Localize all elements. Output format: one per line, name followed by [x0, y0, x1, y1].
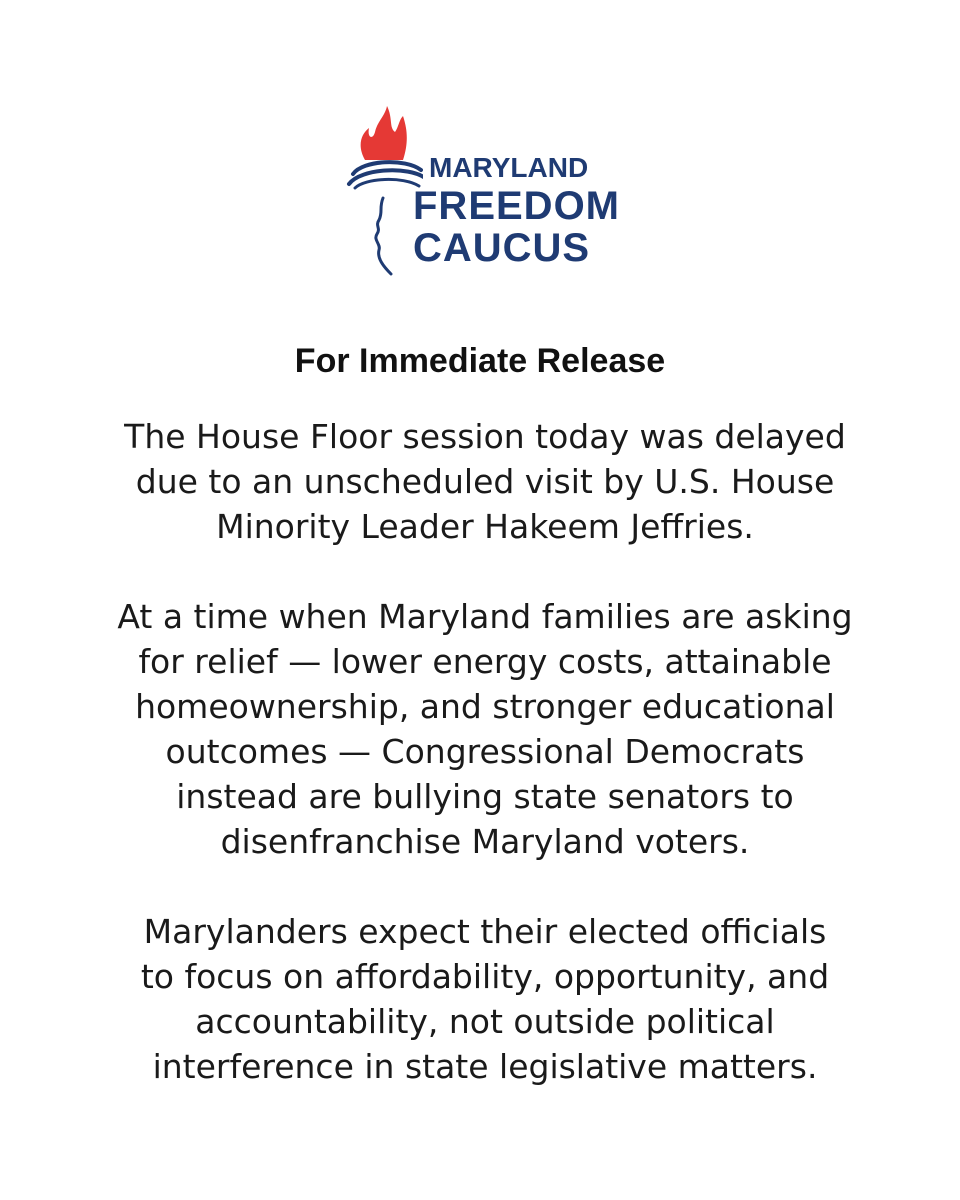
paragraph-line: to focus on affordability, opportunity, and	[140, 957, 830, 996]
torch-icon	[343, 98, 423, 278]
paragraph-1	[60, 414, 910, 549]
release-title: For Immediate Release	[294, 342, 666, 380]
paragraph-line: Marylanders expect their elected officials	[143, 912, 827, 951]
paragraph-line: At a time when Maryland families are asking	[117, 597, 853, 636]
paragraph-line: accountability, not outside political	[195, 1002, 775, 1041]
logo-line-freedom: FREEDOM	[413, 184, 620, 228]
paragraph-line: due to an unscheduled visit by U.S. House	[135, 462, 835, 501]
logo-line-caucus: CAUCUS	[413, 226, 591, 270]
maryland-freedom-caucus-logo	[343, 98, 620, 278]
logo-line-maryland: MARYLAND	[429, 152, 589, 183]
logo-wordmark	[413, 154, 620, 268]
paragraph-line: The House Floor session today was delayed	[124, 417, 846, 456]
paragraph-3	[60, 909, 910, 1089]
paragraph-line: instead are bullying state senators to	[176, 777, 794, 816]
paragraph-line: disenfranchise Maryland voters.	[220, 822, 750, 861]
paragraph-line: outcomes — Congressional Democrats	[165, 732, 805, 771]
paragraph-line: Minority Leader Hakeem Jeffries.	[216, 507, 754, 546]
release-body	[60, 414, 910, 1089]
paragraph-line: for relief — lower energy costs, attainable	[138, 642, 832, 681]
paragraph-line: homeownership, and stronger educational	[135, 687, 835, 726]
paragraph-line: interference in state legislative matters.	[152, 1047, 818, 1086]
paragraph-2	[60, 594, 910, 864]
